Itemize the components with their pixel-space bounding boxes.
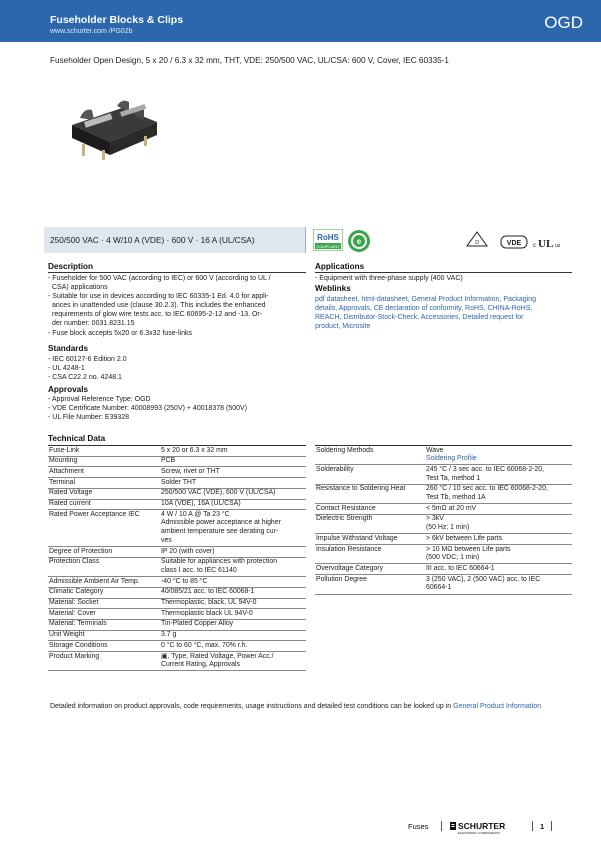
spec-label: Rated current <box>48 499 160 510</box>
technical-data-table-left <box>48 446 306 671</box>
svg-text:RoHS: RoHS <box>317 233 339 242</box>
spec-label: Soldering Methods <box>315 446 425 465</box>
page-footer <box>0 820 601 834</box>
spec-value: 250/500 VAC (VDE), 600 V (UL/CSA) <box>160 488 306 499</box>
rating-bar <box>44 227 306 253</box>
svg-text:ELECTRONIC COMPONENTS: ELECTRONIC COMPONENTS <box>458 831 500 835</box>
fuseholder-product-image <box>62 100 164 160</box>
approvals-heading: Approvals <box>48 385 89 394</box>
spec-row <box>315 564 572 575</box>
divider <box>441 821 442 831</box>
spec-row <box>48 510 306 547</box>
spec-value: > 6kV between Life parts <box>425 534 572 545</box>
spec-value: 260 °C / 10 sec acc. to IEC 60068-2-20, Test Tb, method 1A <box>425 484 572 503</box>
svg-text:COMPLIANT: COMPLIANT <box>316 244 340 249</box>
spec-value: 3.7 g <box>160 630 306 641</box>
spec-value: > 3kV (50 Hz; 1 min) <box>425 514 572 533</box>
spec-label: Insulation Resistance <box>315 545 425 564</box>
product-subtitle: Fuseholder Open Design, 5 x 20 / 6.3 x 32 mm, THT, VDE: 250/500 VAC, UL/CSA: 600 V, Cover, IEC 60335-1 <box>50 56 449 65</box>
spec-value: 4 W / 10 A @ Ta 23 °C Admissible power acceptance at higher ambient temperature see derating cur- ves <box>160 510 306 547</box>
spec-row <box>48 467 306 478</box>
header-url[interactable]: www.schurter.com /PG02b <box>50 28 133 35</box>
spec-label: Impulse Withstand Voltage <box>315 534 425 545</box>
technical-data-table-right <box>315 446 572 595</box>
spec-value: ▣, Type, Rated Voltage, Power Acc./ Current Rating, Approvals <box>160 652 306 671</box>
general-product-info-link[interactable]: General Product Information <box>453 703 542 710</box>
page-number: 1 <box>540 822 545 831</box>
spec-value: -40 °C to 85 °C <box>160 577 306 588</box>
spec-label: Admissible Ambient Air Temp. <box>48 577 160 588</box>
description-body: - Fuseholder for 500 VAC (according to IEC) or 600 V (according to UL / CSA) applications - Suitable for use in devices according to IEC 60335-1 Ed. 4.0 for appli- ances in unattended use (clause 30.2.3). This includes the enhanced requirements of glow wire tests acc. to IEC 60695-2-12 and -13. Or- der number: 0031.8231.15 - Fuse block accepts 5x20 or 6.3x32 fuse-links <box>48 275 271 337</box>
standards-heading: Standards <box>48 344 89 353</box>
page-header <box>0 0 601 42</box>
spec-label: Unit Weight <box>48 630 160 641</box>
spec-label: Climatic Category <box>48 587 160 598</box>
spec-row <box>48 557 306 576</box>
spec-row <box>315 514 572 533</box>
product-code: OGD <box>544 13 583 32</box>
spec-row <box>48 478 306 489</box>
standards-body: - IEC 60127-6 Edition 2.0 - UL 4248-1 - CSA C22.2 no. 4248.1 <box>48 356 127 382</box>
spec-row <box>48 630 306 641</box>
spec-value: 245 °C / 3 sec acc. to IEC 60068-2-20, Test Ta, method 1 <box>425 465 572 484</box>
spec-value: 3 (250 VAC), 2 (500 VAC) acc. to IEC 60664-1 <box>425 575 572 594</box>
weblink-line[interactable]: product, Microsite <box>315 323 371 331</box>
spec-label: Product Marking <box>48 652 160 671</box>
spec-row <box>48 619 306 630</box>
spec-label: Rated Power Acceptance IEC <box>48 510 160 547</box>
footnote <box>50 702 570 712</box>
spec-row <box>315 484 572 503</box>
spec-label: Overvoltage Category <box>315 564 425 575</box>
spec-value: PCB <box>160 456 306 467</box>
spec-row <box>315 504 572 515</box>
weblink-line[interactable]: REACH, Distributor-Stock-Check, Accessories, Detailed request for <box>315 314 524 322</box>
approvals-body: - Approval Reference Type: OGD - VDE Certificate Number: 40008993 (250V) + 40018378 (500V) - UL File Number: E39328 <box>48 396 248 422</box>
spec-value: 40/085/21 acc. to IEC 60068-1 <box>160 587 306 598</box>
spec-value: > 10 MΩ between Life parts (500 VDC; 1 min) <box>425 545 572 564</box>
weblinks-list[interactable] <box>315 295 572 331</box>
spec-label: Protection Class <box>48 557 160 576</box>
svg-text:SCHURTER: SCHURTER <box>458 821 506 831</box>
spec-label: Contact Resistance <box>315 504 425 515</box>
technical-data-heading: Technical Data <box>48 434 106 443</box>
spec-value: < 5mΩ at 20 mV <box>425 504 572 515</box>
spec-row <box>48 641 306 652</box>
spec-label: Attachment <box>48 467 160 478</box>
spec-value: Thermoplastic black UL 94V-0 <box>160 609 306 620</box>
spec-row <box>48 456 306 467</box>
spec-label: Rated Voltage <box>48 488 160 499</box>
approval-marks-icon <box>465 230 565 252</box>
spec-value: Screw, rivet or THT <box>160 467 306 478</box>
divider <box>315 272 572 273</box>
svg-text:us: us <box>555 243 561 249</box>
divider <box>551 821 552 831</box>
svg-text:VDE: VDE <box>506 240 522 247</box>
spec-row <box>48 547 306 558</box>
spec-label: Material: Cover <box>48 609 160 620</box>
spec-row <box>48 652 306 671</box>
china-rohs-icon <box>347 229 371 253</box>
spec-label: Degree of Protection <box>48 547 160 558</box>
spec-row <box>315 575 572 594</box>
rohs-compliant-icon <box>313 229 343 251</box>
spec-row <box>48 446 306 456</box>
spec-label: Terminal <box>48 478 160 489</box>
spec-label: Mounting <box>48 456 160 467</box>
schurter-logo <box>450 821 530 835</box>
applications-heading: Applications <box>315 262 365 271</box>
spec-value: IP 20 (with cover) <box>160 547 306 558</box>
spec-value: 0 °C to 60 °C, max. 70% r.h. <box>160 641 306 652</box>
spec-row <box>48 598 306 609</box>
spec-label: Solderability <box>315 465 425 484</box>
spec-value: III acc. to IEC 60664-1 <box>425 564 572 575</box>
spec-label: Material: Terminals <box>48 619 160 630</box>
svg-text:UL: UL <box>538 238 554 250</box>
svg-text:D: D <box>475 240 479 246</box>
spec-value: Solder THT <box>160 478 306 489</box>
spec-value: Suitable for appliances with protection class I acc. to IEC 61140 <box>160 557 306 576</box>
spec-row <box>315 534 572 545</box>
footnote-text: Detailed information on product approvals, code requirements, usage instructions and detailed test conditions can be looked up in <box>50 703 454 710</box>
spec-row <box>48 488 306 499</box>
spec-label: Pollution Degree <box>315 575 425 594</box>
spec-row <box>48 587 306 598</box>
footer-section: Fuses <box>408 822 429 831</box>
spec-row <box>315 545 572 564</box>
soldering-profile-link[interactable]: Soldering Profile <box>426 455 477 463</box>
weblink-line[interactable]: pdf datasheet, html-datasheet, General Product Information, Packaging <box>315 296 537 303</box>
spec-row <box>315 446 572 465</box>
spec-label: Storage Conditions <box>48 641 160 652</box>
svg-text:e: e <box>356 237 362 246</box>
spec-label: Fuse-Link <box>48 446 160 456</box>
spec-row <box>315 465 572 484</box>
spec-value: Wave Soldering Profile <box>425 446 572 465</box>
spec-value: Tin-Plated Copper Alloy <box>160 619 306 630</box>
spec-value: Thermoplastic, black, UL 94V-0 <box>160 598 306 609</box>
spec-label: Resistance to Soldering Heat <box>315 484 425 503</box>
spec-label: Dielectric Strength <box>315 514 425 533</box>
divider <box>532 821 533 831</box>
svg-text:c: c <box>533 243 536 249</box>
spec-row <box>48 609 306 620</box>
header-title: Fuseholder Blocks & Clips <box>50 14 184 26</box>
rating-text: 250/500 VAC · 4 W/10 A (VDE) · 600 V · 16 A (UL/CSA) <box>50 235 255 245</box>
spec-label: Material: Socket <box>48 598 160 609</box>
spec-row <box>48 499 306 510</box>
spec-value: 10A (VDE), 16A (UL/CSA) <box>160 499 306 510</box>
spec-row <box>48 577 306 588</box>
description-heading: Description <box>48 262 94 271</box>
weblinks-heading: Weblinks <box>315 284 351 293</box>
weblink-line[interactable]: details, Approvals, CE declaration of conformity, RoHS, CHINA-RoHS, <box>315 305 533 313</box>
divider <box>48 272 306 273</box>
applications-body: - Equipment with three-phase supply (400 VAC) <box>315 275 463 282</box>
spec-value: 5 x 20 or 6.3 x 32 mm <box>160 446 306 456</box>
